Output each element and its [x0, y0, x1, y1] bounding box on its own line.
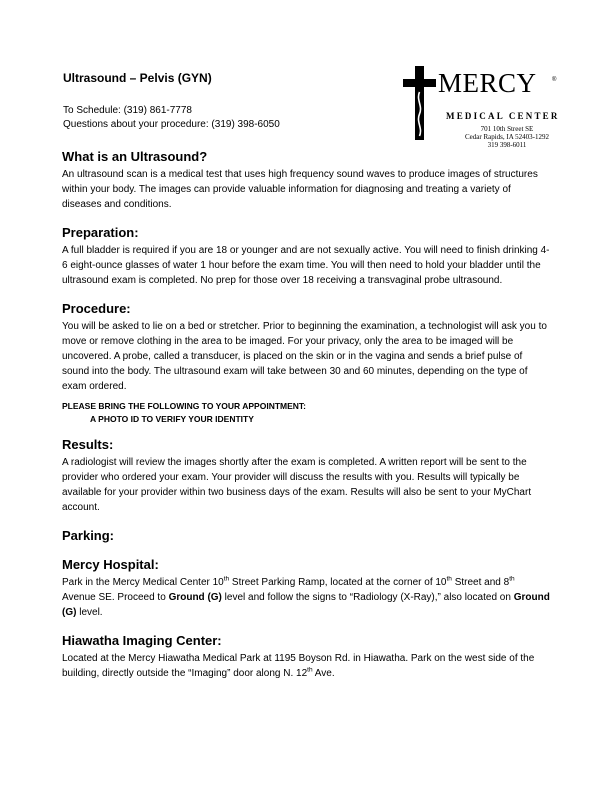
logo-subtitle: MEDICAL CENTER [446, 111, 560, 121]
section-heading: Hiawatha Imaging Center: [62, 633, 222, 648]
section-mercy-hospital [62, 557, 550, 620]
main-content [62, 149, 550, 694]
section-heading: Mercy Hospital: [62, 557, 159, 572]
section-body: A full bladder is required if you are 18 or younger and are not sexually active. You will need to finish drinking 4-6 eight-ounce glasses of water 1 hour before the exam time. You will then need to hold your bladder until the ultrasound exam is completed. No prep for those over 18 receiving a transvaginal probe ultrasound. [62, 245, 550, 286]
logo-name: MERCY [438, 68, 537, 98]
text-run: Street and 8 [451, 577, 510, 588]
section-parking [62, 528, 550, 544]
section-preparation [62, 225, 550, 288]
logo-address [448, 125, 566, 149]
text-run: Avenue SE. Proceed to [62, 592, 169, 603]
text-run: Street Parking Ramp, located at the corner of 10 [229, 577, 447, 588]
superscript: th [509, 575, 515, 583]
section-heading: Preparation: [62, 225, 139, 240]
section-heading: What is an Ultrasound? [62, 149, 208, 164]
section-body [62, 651, 550, 681]
text-run: Ave. [312, 668, 335, 679]
section-heading: Results: [62, 437, 114, 452]
section-body: You will be asked to lie on a bed or stretcher. Prior to beginning the examination, a technologist will ask you to move or remove clothing in the area to be imaged. For your privacy, only the area to be imaged will be uncovered. A probe, called a transducer, is placed on the skin or in the vagina and sends a brief pulse of sound into the body. The ultrasound exam will take between 30 and 60 minutes, depending on the type of exam ordered. [62, 321, 547, 392]
mercy-logo [400, 62, 568, 154]
section-procedure [62, 301, 550, 394]
bold-text: Ground (G) [168, 592, 222, 603]
bring-line: PLEASE BRING THE FOLLOWING TO YOUR APPOINTMENT: [62, 401, 306, 411]
section-hiawatha [62, 633, 550, 681]
questions-phone: Questions about your procedure: (319) 398-6050 [63, 119, 280, 130]
text-run: level and follow the signs to “Radiology (X-Ray),” also located on [221, 592, 514, 603]
bring-notice [62, 400, 550, 426]
superscript: th [307, 666, 313, 674]
contact-info [63, 104, 280, 132]
section-body: A radiologist will review the images shortly after the exam is completed. A written report will be sent to the provider who ordered your exam. Your provider will discuss the results with you. Results will typically be available for your provider within two business days of the exam. Results will also be sent to your MyChart account. [62, 457, 532, 513]
text-run: level. [76, 607, 103, 618]
address-line2: Cedar Rapids, IA 52403-1292 [465, 133, 549, 141]
photo-id-line: A PHOTO ID TO VERIFY YOUR IDENTITY [90, 414, 254, 424]
registered-mark: ® [552, 77, 557, 83]
text-run: Park in the Mercy Medical Center 10 [62, 577, 224, 588]
superscript: th [223, 575, 230, 583]
cross-icon [400, 62, 440, 142]
address-phone: 319 398-6011 [487, 141, 527, 149]
section-body: An ultrasound scan is a medical test that uses high frequency sound waves to produce images of structures within your body. The images can provide valuable information for diagnosing and treating a variety of diseases and conditions. [62, 169, 538, 210]
address-line1: 701 10th Street SE [480, 125, 534, 133]
bold-text: Ground (G) [62, 592, 550, 618]
section-results [62, 437, 550, 515]
section-body [62, 575, 550, 620]
superscript: th [446, 575, 452, 583]
section-what-is-ultrasound [62, 149, 550, 212]
section-heading: Procedure: [62, 301, 131, 316]
text-run: Located at the Mercy Hiawatha Medical Park at 1195 Boyson Rd. in Hiawatha. Park on the west side of the building, directly outside the “Imaging” door along N. 12 [62, 653, 535, 679]
schedule-phone: To Schedule: (319) 861-7778 [63, 105, 192, 116]
section-heading: Parking: [62, 528, 115, 543]
page-title: Ultrasound – Pelvis (GYN) [63, 71, 212, 85]
